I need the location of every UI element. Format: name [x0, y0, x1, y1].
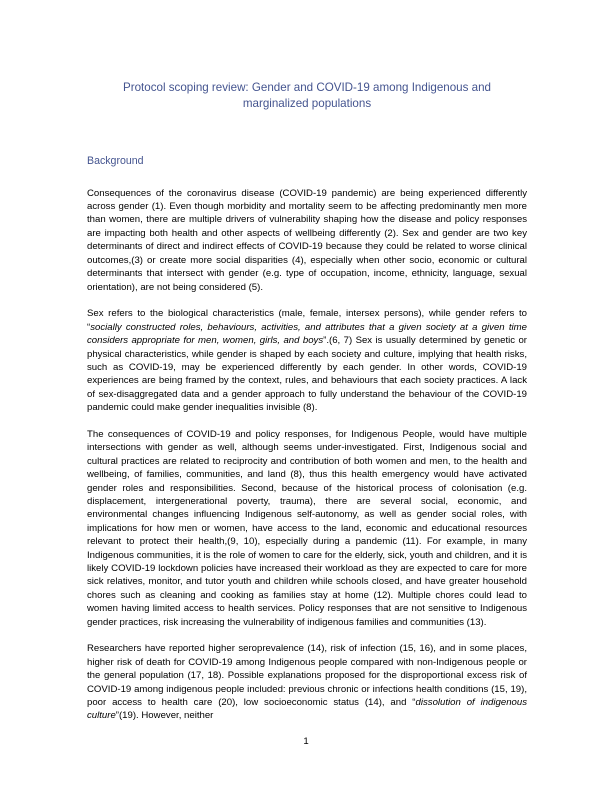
title-heading-spacer — [87, 113, 527, 155]
section-heading-background: Background — [87, 154, 144, 167]
paragraph-2-lead: Sex refers to the biological characteristics (male, female, intersex persons), while gender refers to “ — [87, 308, 527, 333]
paragraph-4-lead: Researchers have reported higher seroprevalence (14), risk of infection (15, 16), and in some places, higher risk of death for COVID-19 among Indigenous people compared with non-Indigenous people or the general population (17, 18). Possible explanations proposed for the disproportional excess risk of COVID-19 among indigenous people included: previous chronic or infections health conditions (15, 19), poor access to health care (20), low socioeconomic status (14), and “ — [87, 643, 527, 709]
paragraph-1: Consequences of the coronavirus disease (COVID-19 pandemic) are being experienced differently across gender (1). Even though morbidity and mortality seem to be affecting predominantly men more than women, there are multiple drivers of vulnerability shaping how the disease and policy responses are impacting both health and other aspects of wellbeing differently (2). Sex and gender are two key determinants of direct and indirect effects of COVID-19 because they could be related to worse clinical outcomes,(3) or create more social disparities (4), especially when other socio, economic or cultural determinants that intersect with gender (e.g. type of occupation, income, ethnicity, language, sexual orientation), are not being considered (5). — [87, 187, 527, 293]
document-content — [87, 80, 527, 723]
paragraph-3: The consequences of COVID-19 and policy responses, for Indigenous People, would have multiple intersections with gender as well, although seems under-investigated. First, Indigenous social and cultural practices are related to reciprocity and contribution of both women and men, to the health and wellbeing, of families, communities, and land (8), thus this health emergency would have activated gender roles and responsibilities. Second, because of the historical process of colonisation (e.g. displacement, intergenerational poverty, trauma), there are several social, economic, and environmental changes influencing Indigenous self-autonomy, as well as gender social roles, with implications for how men or women, have access to the land, economic and educational resources relevant to protect their health,(9, 10), especially during a pandemic (11). For example, in many Indigenous communities, it is the role of women to care for the elderly, sick, youth and children, and it is likely COVID-19 lockdown policies have increased their workload as they are expected to care for more sick relatives, monitor, and tutor youth and children while schools closed, and have greater household chores such as cleaning and cooking as families stay at home (12). Multiple chores could lead to women having limited access to health services. Policy responses that are not sensitive to Indigenous gender practices, risk increasing the vulnerability of indigenous families and communities (13). — [87, 428, 527, 628]
paragraph-4-quote-italic: dissolution of indigenous culture — [87, 697, 527, 722]
paragraph-2-tail: ”.(6, 7) Sex is usually determined by genetic or physical characteristics, while gender is shaped by each society and culture, implying that health risks, such as COVID-19, may be experienced differently by each gender. In other words, COVID-19 experiences are being framed by the context, rules, and behaviours that each society practices. A lack of sex-disaggregated data and a gender approach to fully understand the behaviour of the COVID-19 pandemic could make gender inequalities invisible (8). — [87, 335, 527, 414]
paragraph-2 — [87, 307, 527, 414]
page-title: Protocol scoping review: Gender and COVID-19 among Indigenous and marginalized populations — [123, 81, 491, 111]
paragraph-2-quote-italic: socially constructed roles, behaviours, activities, and attributes that a given society at a given time considers appropriate for men, women, girls, and boys — [87, 321, 527, 347]
paragraph-4-tail: ”(19). However, neither — [115, 710, 214, 722]
page-number: 1 — [303, 736, 309, 747]
heading-body-spacer — [87, 169, 527, 187]
paragraph-4 — [87, 642, 527, 722]
